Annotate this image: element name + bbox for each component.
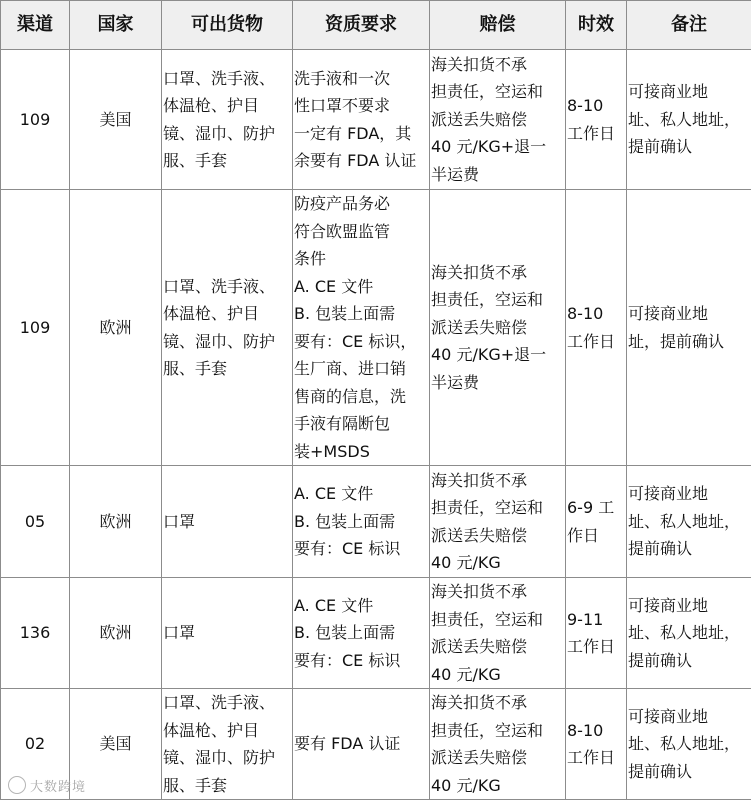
cell-timing-line: 工作日 [567, 123, 616, 143]
cell-compensation-line: 派送丢失赔偿 [431, 109, 528, 129]
cell-goods-line: 镜、湿巾、防护 [163, 748, 276, 767]
cell-goods [162, 578, 293, 689]
cell-compensation-line: 40 元/KG [431, 553, 501, 572]
cell-qualification-line: B. 包装上面需 [294, 623, 396, 643]
cell-goods-line: 服、手套 [163, 151, 228, 170]
cell-country: 美国 [70, 689, 162, 800]
cell-timing-line: 9-11 [567, 609, 604, 629]
cell-remarks-line: 可接商业地 [628, 706, 709, 726]
cell-goods-line: 口罩 [163, 623, 196, 643]
cell-compensation [430, 50, 566, 190]
cell-qualification-line: 要有：CE 标识， [294, 331, 417, 351]
cell-channel: 109 [1, 50, 70, 190]
cell-remarks-line: 可接商业地 [628, 484, 709, 504]
cell-remarks-line: 提前确认 [628, 539, 693, 559]
cell-remarks [627, 50, 751, 190]
watermark [8, 776, 86, 795]
cell-timing-line: 工作日 [567, 331, 616, 351]
cell-compensation-line: 海关扣货不承 [431, 262, 528, 282]
cell-qualification-line: 洗手液和一次 [294, 68, 391, 88]
cell-channel: 05 [1, 466, 70, 578]
cell-remarks [627, 578, 751, 689]
cell-compensation-line: 担责任，空运和 [431, 609, 544, 629]
cell-compensation-line: 海关扣货不承 [431, 54, 528, 74]
cell-compensation-line: 半运费 [431, 372, 480, 392]
cell-goods-line: 体温枪、护目 [163, 304, 260, 323]
header-timing: 时效 [566, 1, 627, 50]
cell-remarks [627, 466, 751, 578]
cell-remarks-line: 提前确认 [628, 650, 693, 670]
cell-goods-line: 镜、湿巾、防护 [163, 331, 276, 351]
cell-goods [162, 689, 293, 800]
cell-qualification-line: 余要有 FDA 认证 [294, 151, 417, 170]
cell-qualification-line: 售商的信息，洗 [294, 386, 407, 406]
cell-timing [566, 190, 627, 466]
cell-channel: 02 [1, 689, 70, 800]
cell-qualification-line: A. CE 文件 [294, 276, 374, 296]
cell-timing [566, 466, 627, 578]
cell-remarks-line: 可接商业地 [628, 82, 709, 102]
cell-compensation [430, 466, 566, 578]
cell-qualification-line: B. 包装上面需 [294, 304, 396, 323]
cell-compensation-line: 派送丢失赔偿 [431, 637, 528, 656]
cell-qualification-line: 装+MSDS [294, 441, 370, 461]
cell-goods-line: 口罩、洗手液、 [163, 693, 276, 712]
cell-remarks [627, 689, 751, 800]
cell-remarks-line: 提前确认 [628, 137, 693, 157]
cell-compensation [430, 190, 566, 466]
cell-country: 美国 [70, 50, 162, 190]
cell-qualification-line: 生厂商、进口销 [294, 359, 407, 378]
header-goods: 可出货物 [162, 1, 293, 50]
cell-qualification [293, 689, 430, 800]
header-remarks: 备注 [627, 1, 751, 50]
cell-timing-line: 工作日 [567, 748, 616, 767]
cell-qualification-line: B. 包装上面需 [294, 511, 396, 531]
cell-qualification-line: 要有 FDA 认证 [294, 734, 401, 754]
cell-compensation-line: 派送丢失赔偿 [431, 317, 528, 337]
cell-goods-line: 口罩、洗手液、 [163, 68, 276, 88]
cell-goods-line: 镜、湿巾、防护 [163, 123, 276, 143]
cell-remarks-line: 址，提前确认 [628, 331, 725, 351]
cell-compensation-line: 40 元/KG [431, 775, 501, 795]
cell-qualification-line: 性口罩不要求 [294, 96, 391, 115]
table-row [1, 466, 751, 578]
cell-qualification-line: 防疫产品务必 [294, 194, 391, 213]
cell-qualification-line: 条件 [294, 249, 327, 268]
cell-qualification-line: A. CE 文件 [294, 484, 374, 504]
cell-qualification [293, 50, 430, 190]
cell-timing-line: 工作日 [567, 637, 616, 656]
cell-goods-line: 口罩、洗手液、 [163, 276, 276, 296]
cell-goods-line: 体温枪、护目 [163, 96, 260, 115]
cell-channel: 136 [1, 578, 70, 689]
cell-compensation-line: 40 元/KG+退一 [431, 345, 547, 365]
watermark-text: 大数跨境 [30, 780, 87, 795]
cell-remarks [627, 190, 751, 466]
cell-timing [566, 578, 627, 689]
cell-compensation-line: 海关扣货不承 [431, 693, 528, 712]
cell-timing-line: 作日 [567, 525, 600, 545]
cell-goods-line: 服、手套 [163, 775, 228, 795]
cell-timing [566, 689, 627, 800]
cell-compensation [430, 689, 566, 800]
cell-country: 欧洲 [70, 578, 162, 689]
cell-goods [162, 50, 293, 190]
cell-timing-line: 6-9 工 [567, 498, 615, 517]
cell-compensation-line: 40 元/KG+退一 [431, 137, 547, 157]
cell-compensation-line: 担责任，空运和 [431, 498, 544, 517]
cell-timing-line: 8-10 [567, 304, 604, 323]
cell-remarks-line: 址、私人地址， [628, 511, 741, 531]
cell-compensation-line: 派送丢失赔偿 [431, 525, 528, 545]
cell-goods [162, 466, 293, 578]
cell-compensation-line: 担责任，空运和 [431, 82, 544, 102]
cell-remarks-line: 可接商业地 [628, 304, 709, 323]
table-row [1, 689, 751, 800]
header-qualification: 资质要求 [293, 1, 430, 50]
cell-goods-line: 体温枪、护目 [163, 720, 260, 740]
cell-qualification [293, 578, 430, 689]
cell-compensation-line: 海关扣货不承 [431, 582, 528, 601]
watermark-logo-icon [8, 776, 26, 794]
cell-timing-line: 8-10 [567, 720, 604, 740]
header-country: 国家 [70, 1, 162, 50]
cell-compensation-line: 担责任，空运和 [431, 720, 544, 740]
table-row [1, 578, 751, 689]
header-channel: 渠道 [1, 1, 70, 50]
cell-qualification-line: 手液有隔断包 [294, 414, 391, 433]
cell-remarks-line: 址、私人地址， [628, 109, 741, 129]
cell-goods [162, 190, 293, 466]
cell-qualification-line: 要有：CE 标识 [294, 650, 401, 670]
cell-goods-line: 口罩 [163, 511, 196, 531]
cell-country: 欧洲 [70, 190, 162, 466]
cell-compensation-line: 派送丢失赔偿 [431, 748, 528, 767]
cell-compensation-line: 海关扣货不承 [431, 470, 528, 490]
cell-compensation-line: 担责任，空运和 [431, 290, 544, 310]
cell-remarks-line: 址、私人地址， [628, 734, 741, 754]
cell-qualification-line: 符合欧盟监管 [294, 221, 391, 241]
cell-compensation-line: 半运费 [431, 164, 480, 184]
cell-compensation [430, 578, 566, 689]
header-row [1, 1, 751, 50]
cell-timing [566, 50, 627, 190]
cell-qualification-line: 要有：CE 标识 [294, 539, 401, 559]
cell-country: 欧洲 [70, 466, 162, 578]
cell-qualification [293, 190, 430, 466]
cell-channel: 109 [1, 190, 70, 466]
cell-qualification [293, 466, 430, 578]
cell-remarks-line: 址、私人地址， [628, 623, 741, 643]
cell-timing-line: 8-10 [567, 96, 604, 115]
cell-remarks-line: 提前确认 [628, 761, 693, 781]
cell-remarks-line: 可接商业地 [628, 595, 709, 615]
table-row [1, 50, 751, 190]
table-row [1, 190, 751, 466]
cell-qualification-line: 一定有 FDA，其 [294, 123, 412, 143]
header-compensation: 赔偿 [430, 1, 566, 50]
cell-compensation-line: 40 元/KG [431, 664, 501, 684]
cell-qualification-line: A. CE 文件 [294, 595, 374, 615]
cell-goods-line: 服、手套 [163, 359, 228, 378]
